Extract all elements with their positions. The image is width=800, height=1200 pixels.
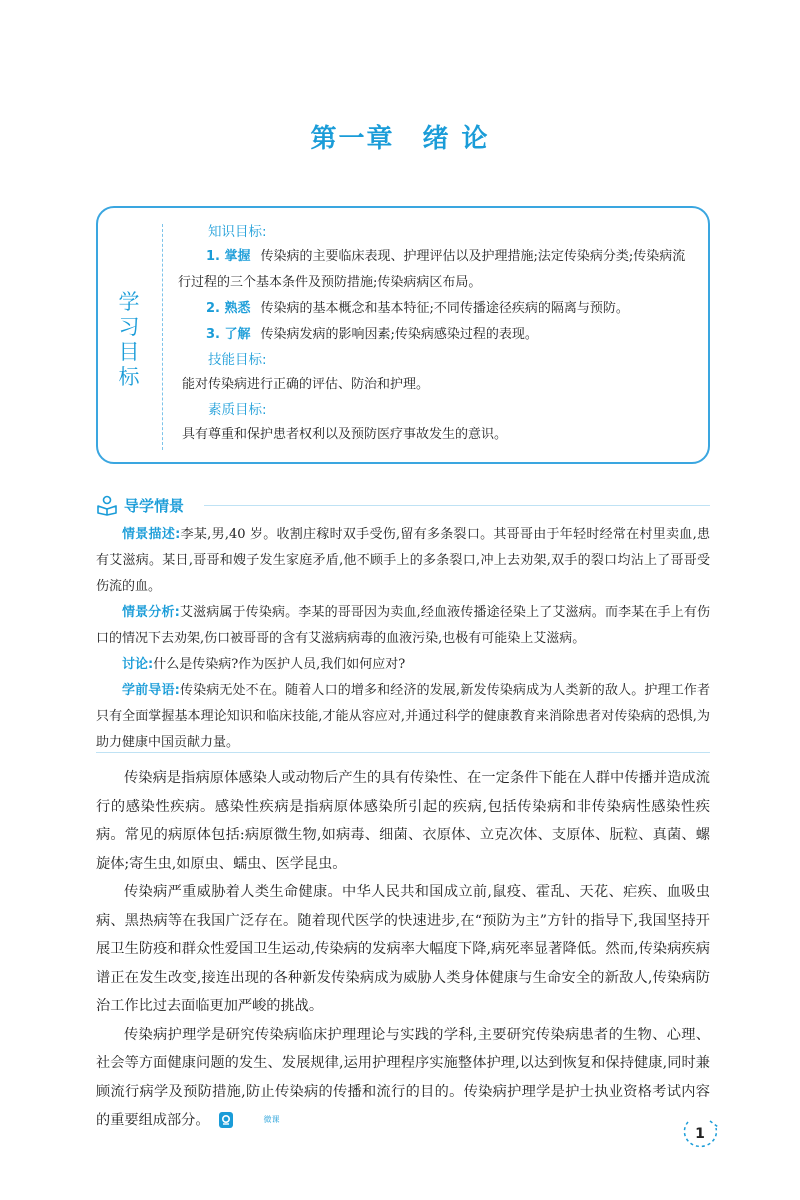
body-paragraph (96, 1021, 710, 1135)
page-number: 1 (695, 1126, 705, 1142)
objectives-side-label: 学习目标 (118, 290, 140, 389)
body-paragraph-text: 传染病护理学是研究传染病临床护理理论与实践的学科,主要研究传染病患者的生物、心理、社会等方面健康问题的发生、发展规律,运用护理程序实施整体护理,以达到恢复和保持健康,同时兼顾流行病学及预防措施,防止传染病的传播和流行的目的。传染病护理学是护士执业资格考试内容的重要组成部分。 (96, 1026, 710, 1129)
objective-item (178, 296, 690, 322)
chapter-name: 绪 论 (422, 124, 490, 154)
guide-header-rule (204, 505, 710, 506)
guide-section-title: 导学情景 (124, 497, 185, 515)
skill-objectives-text: 能对传染病进行正确的评估、防治和护理。 (182, 377, 430, 392)
guide-label: 讨论: (122, 657, 154, 672)
micro-lesson-icon (218, 1111, 234, 1129)
chapter-number: 第一章 (310, 124, 395, 154)
objective-item (178, 244, 690, 296)
learning-objectives-box (96, 206, 710, 464)
guide-text: 艾滋病属于传染病。李某的哥哥因为卖血,经血液传播途径染上了艾滋病。而李某在手上有伤口的情况下去劝架,伤口被哥哥的含有艾滋病病毒的血液污染,也极有可能染上艾滋病。 (96, 605, 710, 646)
objective-item (178, 322, 690, 348)
body-paragraph: 传染病严重威胁着人类生命健康。中华人民共和国成立前,鼠疫、霍乱、天花、疟疾、血吸虫病、黑热病等在我国广泛存在。随着现代医学的快速进步,在“预防为主”方针的指导下,我国坚持开展卫生防疫和群众性爱国卫生运动,传染病的发病率大幅度下降,病死率显著降低。然而,传染病疾病谱正在发生改变,接连出现的各种新发传染病成为威胁人类身体健康与生命安全的新敌人,传染病防治工作比过去面临更加严峻的挑战。 (96, 884, 710, 1014)
objective-level: 1. 掌握 (206, 249, 251, 264)
page-number-badge (680, 1118, 720, 1152)
guide-section-header (96, 494, 710, 516)
objectives-divider (162, 224, 163, 450)
quality-objectives-heading: 素质目标: (208, 402, 267, 418)
skill-objectives-heading: 技能目标: (208, 352, 267, 368)
objective-level: 2. 熟悉 (206, 301, 251, 316)
guide-bottom-rule (96, 752, 710, 753)
objectives-content (178, 220, 690, 448)
quality-objectives-text: 具有尊重和保护患者权利以及预防医疗事故发生的意识。 (182, 427, 508, 442)
guide-label: 情景分析: (122, 605, 180, 620)
guide-content (96, 522, 710, 756)
body-text (96, 764, 710, 1135)
objective-text: 传染病的主要临床表现、护理评估以及护理措施;法定传染病分类;传染病流行过程的三个基本条件及预防措施;传染病病区布局。 (178, 249, 686, 290)
micro-lesson-label: 微课 (263, 1115, 280, 1124)
objective-text: 传染病的基本概念和基本特征;不同传播途径疾病的隔离与预防。 (260, 301, 629, 316)
micro-lesson-link[interactable] (218, 1106, 280, 1135)
guide-paragraph (96, 678, 710, 756)
guide-label: 学前导语: (122, 683, 180, 698)
guide-paragraph (96, 522, 710, 600)
body-paragraph: 传染病是指病原体感染人或动物后产生的具有传染性、在一定条件下能在人群中传播并造成流行的感染性疾病。感染性疾病是指病原体感染所引起的疾病,包括传染病和非传染病性感染性疾病。常见的病原体包括:病原微生物,如病毒、细菌、衣原体、立克次体、支原体、朊粒、真菌、螺旋体;寄生虫,如原虫、蠕虫、医学昆虫。 (96, 770, 710, 872)
guide-text: 李某,男,40 岁。收割庄稼时双手受伤,留有多条裂口。其哥哥由于年轻时经常在村里卖血,患有艾滋病。某日,哥哥和嫂子发生家庭矛盾,他不顾手上的多条裂口,冲上去劝架,双手的裂口均沾上了哥哥受伤流的血。 (96, 527, 710, 594)
chapter-title (0, 118, 800, 155)
knowledge-objectives-heading: 知识目标: (208, 224, 267, 240)
objective-text: 传染病发病的影响因素;传染病感染过程的表现。 (260, 327, 538, 342)
guide-text: 传染病无处不在。随着人口的增多和经济的发展,新发传染病成为人类新的敌人。护理工作者只有全面掌握基本理论知识和临床技能,才能从容应对,并通过科学的健康教育来消除患者对传染病的恐惧,为助力健康中国贡献力量。 (96, 683, 710, 750)
guide-text: 什么是传染病?作为医护人员,我们如何应对? (153, 657, 406, 672)
guide-paragraph (96, 652, 710, 678)
guide-paragraph (96, 600, 710, 652)
guide-label: 情景描述: (122, 527, 181, 542)
reading-book-icon (96, 494, 118, 516)
objective-level: 3. 了解 (206, 327, 251, 342)
